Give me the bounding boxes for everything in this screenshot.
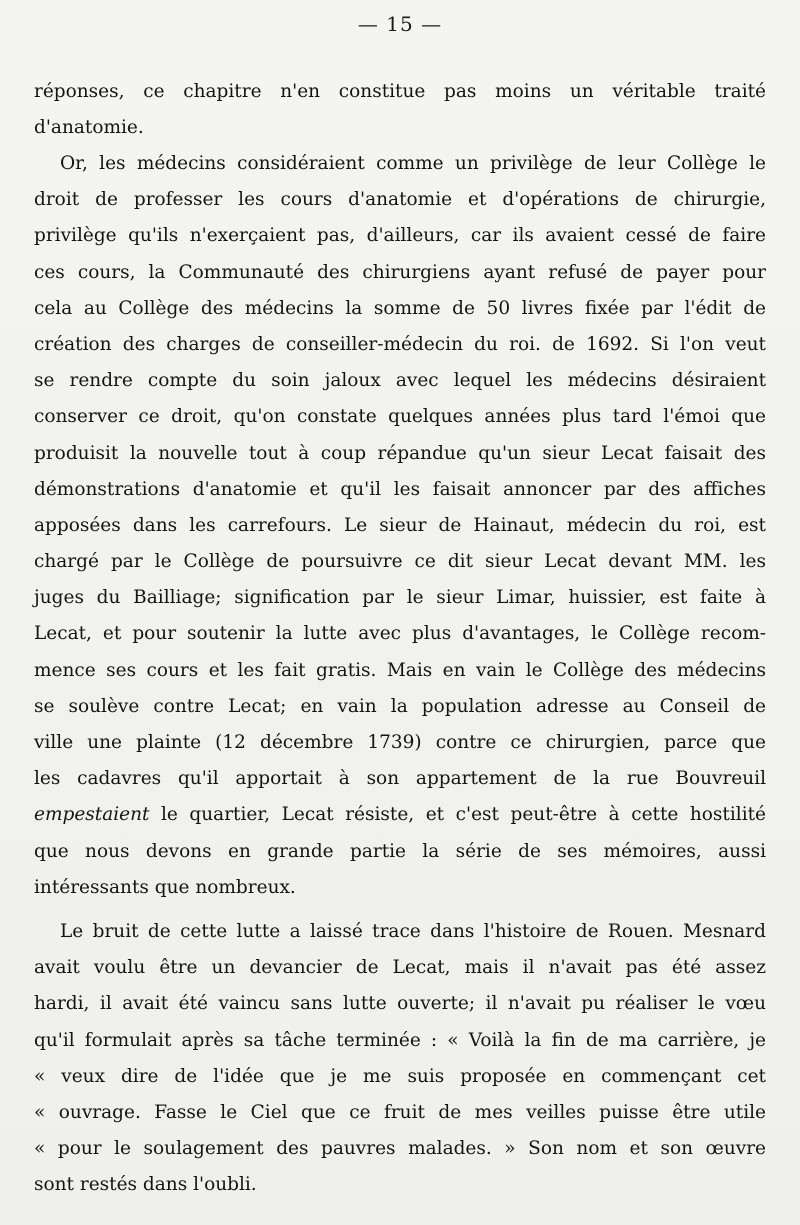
text-line: Le bruit de cette lutte a laissé trace dans l'histoire de Rouen. Mesnard <box>60 921 766 942</box>
text-line: juges du Bailliage; signification par le sieur Limar, huissier, est faite à <box>34 587 766 609</box>
text-line: ces cours, la Communauté des chirurgiens ayant refusé de payer pour <box>34 261 766 283</box>
text-line: conserver ce droit, qu'on constate quelques années plus tard l'émoi que <box>34 406 766 428</box>
text-line-remainder: le quartier, Lecat résiste, et c'est peut-être à cette hostilité <box>149 804 766 826</box>
text-line: avait voulu être un devancier de Lecat, mais il n'avait pas été assez <box>34 957 766 979</box>
text-line: création des charges de conseiller-médecin du roi. de 1692. Si l'on veut <box>34 333 766 355</box>
page-number: — 15 — <box>357 12 443 36</box>
text-line: droit de professer les cours d'anatomie et d'opérations de chirurgie, <box>34 189 766 211</box>
text-line: qu'il formulait après sa tâche terminée : « Voilà la fin de ma carrière, je <box>34 1029 766 1051</box>
text-line: hardi, il avait été vaincu sans lutte ouverte; il n'avait pu réaliser le vœu <box>34 993 766 1015</box>
text-line: « pour le soulagement des pauvres malades. » Son nom et son œuvre <box>34 1138 766 1160</box>
text-line: sont restés dans l'oubli. <box>34 1174 257 1196</box>
paragraph-3 <box>34 914 766 1204</box>
text-line: « veux dire de l'idée que je me suis proposée en commençant cet <box>34 1065 766 1087</box>
text-line: privilège qu'ils n'exerçaient pas, d'ailleurs, car ils avaient cessé de faire <box>34 225 766 247</box>
paragraph-1 <box>34 74 766 146</box>
text-line: « ouvrage. Fasse le Ciel que ce fruit de mes veilles puisse être utile <box>34 1101 766 1123</box>
paragraph-2 <box>34 146 766 906</box>
text-line: produisit la nouvelle tout à coup répandue qu'un sieur Lecat faisait des <box>34 442 766 464</box>
text-line: cela au Collège des médecins la somme de 50 livres fixée par l'édit de <box>34 297 766 319</box>
text-line-with-italic <box>34 797 766 833</box>
text-line: intéressants que nombreux. <box>34 876 296 898</box>
text-line: chargé par le Collège de poursuivre ce dit sieur Lecat devant MM. les <box>34 551 766 573</box>
text-line: ville une plainte (12 décembre 1739) contre ce chirurgien, parce que <box>34 732 766 753</box>
text-line: que nous devons en grande partie la série de ses mémoires, aussi <box>34 840 766 862</box>
text-line: mence ses cours et les fait gratis. Mais en vain le Collège des médecins <box>34 659 766 681</box>
text-line: d'anatomie. <box>34 117 144 139</box>
text-line: démonstrations d'anatomie et qu'il les faisait annoncer par des affiches <box>34 478 766 500</box>
text-line: réponses, ce chapitre n'en constitue pas moins un véritable traité <box>34 81 766 102</box>
text-line: se soulève contre Lecat; en vain la population adresse au Conseil de <box>34 695 766 717</box>
text-line: les cadavres qu'il apportait à son appartement de la rue Bouvreuil <box>34 768 766 790</box>
italic-word: empestaient <box>34 804 150 826</box>
text-line: apposées dans les carrefours. Le sieur de Hainaut, médecin du roi, est <box>34 514 766 536</box>
text-line: Lecat, et pour soutenir la lutte avec plus d'avantages, le Collège recom- <box>34 623 766 645</box>
text-line: se rendre compte du soin jaloux avec lequel les médecins désiraient <box>34 370 766 392</box>
text-line: Or, les médecins considéraient comme un privilège de leur Collège le <box>60 153 766 174</box>
